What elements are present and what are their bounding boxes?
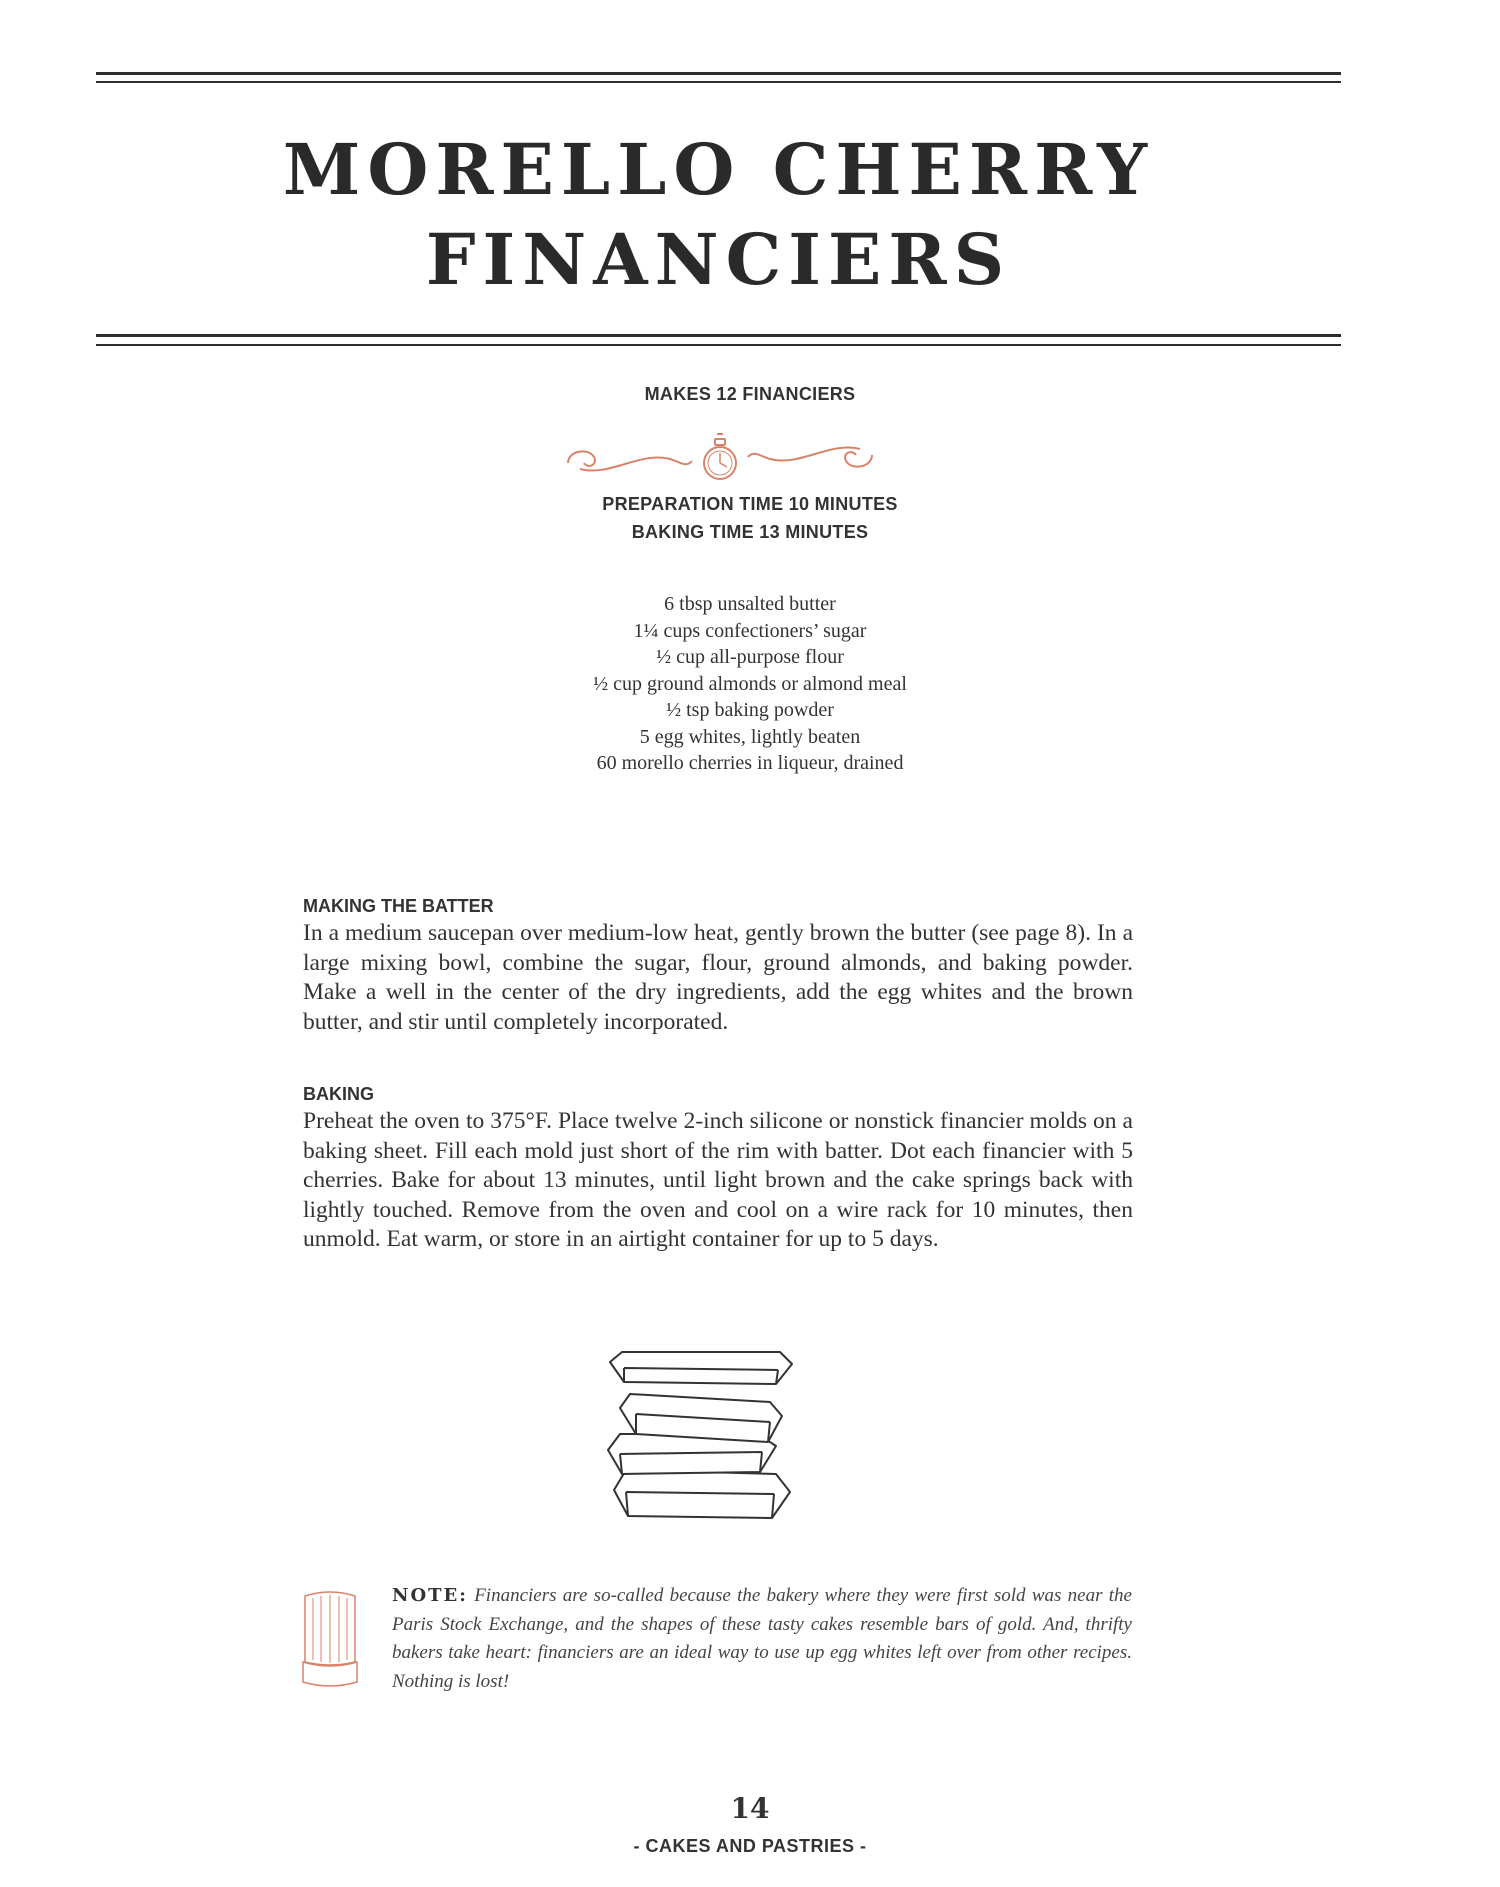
recipe-title — [96, 125, 1341, 305]
ingredient-item: ½ tsp baking powder — [666, 699, 834, 721]
note-text: Financiers are so-called because the bakery where they were first sold was near the Paris Stock Exchange, and the shapes of these tasty cakes resemble bars of gold. And, thrifty bakers take heart: financiers are an ideal way to use up egg whites left over from other recipes. Nothing is lost! — [392, 1585, 1132, 1692]
ingredient-item: 6 tbsp unsalted butter — [664, 593, 836, 615]
ingredient-item: 1¼ cups confectioners’ sugar — [633, 619, 867, 642]
section-heading: MAKING THE BATTER — [303, 896, 494, 916]
ingredient-item: 60 morello cherries in liqueur, drained — [596, 752, 904, 774]
ingredients-list — [0, 591, 1500, 777]
stacked-financiers-illustration-icon — [600, 1350, 800, 1525]
recipe-note — [392, 1582, 1132, 1696]
top-rule-thin — [96, 81, 1341, 83]
ingredient-item: ½ cup all-purpose flour — [656, 646, 844, 668]
recipe-times — [0, 490, 1500, 546]
recipe-yield: MAKES 12 FINANCIERS — [644, 384, 856, 404]
recipe-title-line2: FINANCIERS — [425, 218, 1012, 301]
section-baking — [303, 1084, 1133, 1255]
page-number: 14 — [730, 1792, 770, 1825]
ingredient-item: ½ cup ground almonds or almond meal — [593, 672, 907, 695]
baking-time: BAKING TIME 13 MINUTES — [631, 522, 869, 542]
ingredient-item: 5 egg whites, lightly beaten — [639, 725, 861, 748]
section-making-the-batter — [303, 896, 1133, 1037]
recipe-title-line1: MORELLO CHERRY — [282, 128, 1155, 211]
chef-hat-icon — [297, 1590, 363, 1690]
book-section-name: - CAKES AND PASTRIES - — [633, 1836, 867, 1856]
section-heading: BAKING — [303, 1084, 374, 1104]
bottom-rule-thin — [96, 344, 1341, 346]
stopwatch-ornament-icon — [560, 425, 880, 490]
bottom-rule-thick — [96, 334, 1341, 337]
section-text: Preheat the oven to 375°F. Place twelve 2-inch silicone or nonstick financier molds on a baking sheet. Fill each mold just short of the rim with batter. Dot each financier with 5 cherries. Bake for about 13 minutes, until light brown and the cake springs back with lightly touched. Remove from the oven and cool on a wire rack for 10 minutes, then unmold. Eat warm, or store in an airtight container for up to 5 days. — [303, 1108, 1133, 1252]
top-rule-thick — [96, 72, 1341, 75]
section-text: In a medium saucepan over medium-low heat, gently brown the butter (see page 8). In a large mixing bowl, combine the sugar, flour, ground almonds, and baking powder. Make a well in the center of the dry ingredients, add the egg whites and the brown butter, and stir until completely incorporated. — [303, 920, 1133, 1035]
note-label: NOTE: — [392, 1585, 468, 1606]
preparation-time: PREPARATION TIME 10 MINUTES — [602, 494, 898, 514]
